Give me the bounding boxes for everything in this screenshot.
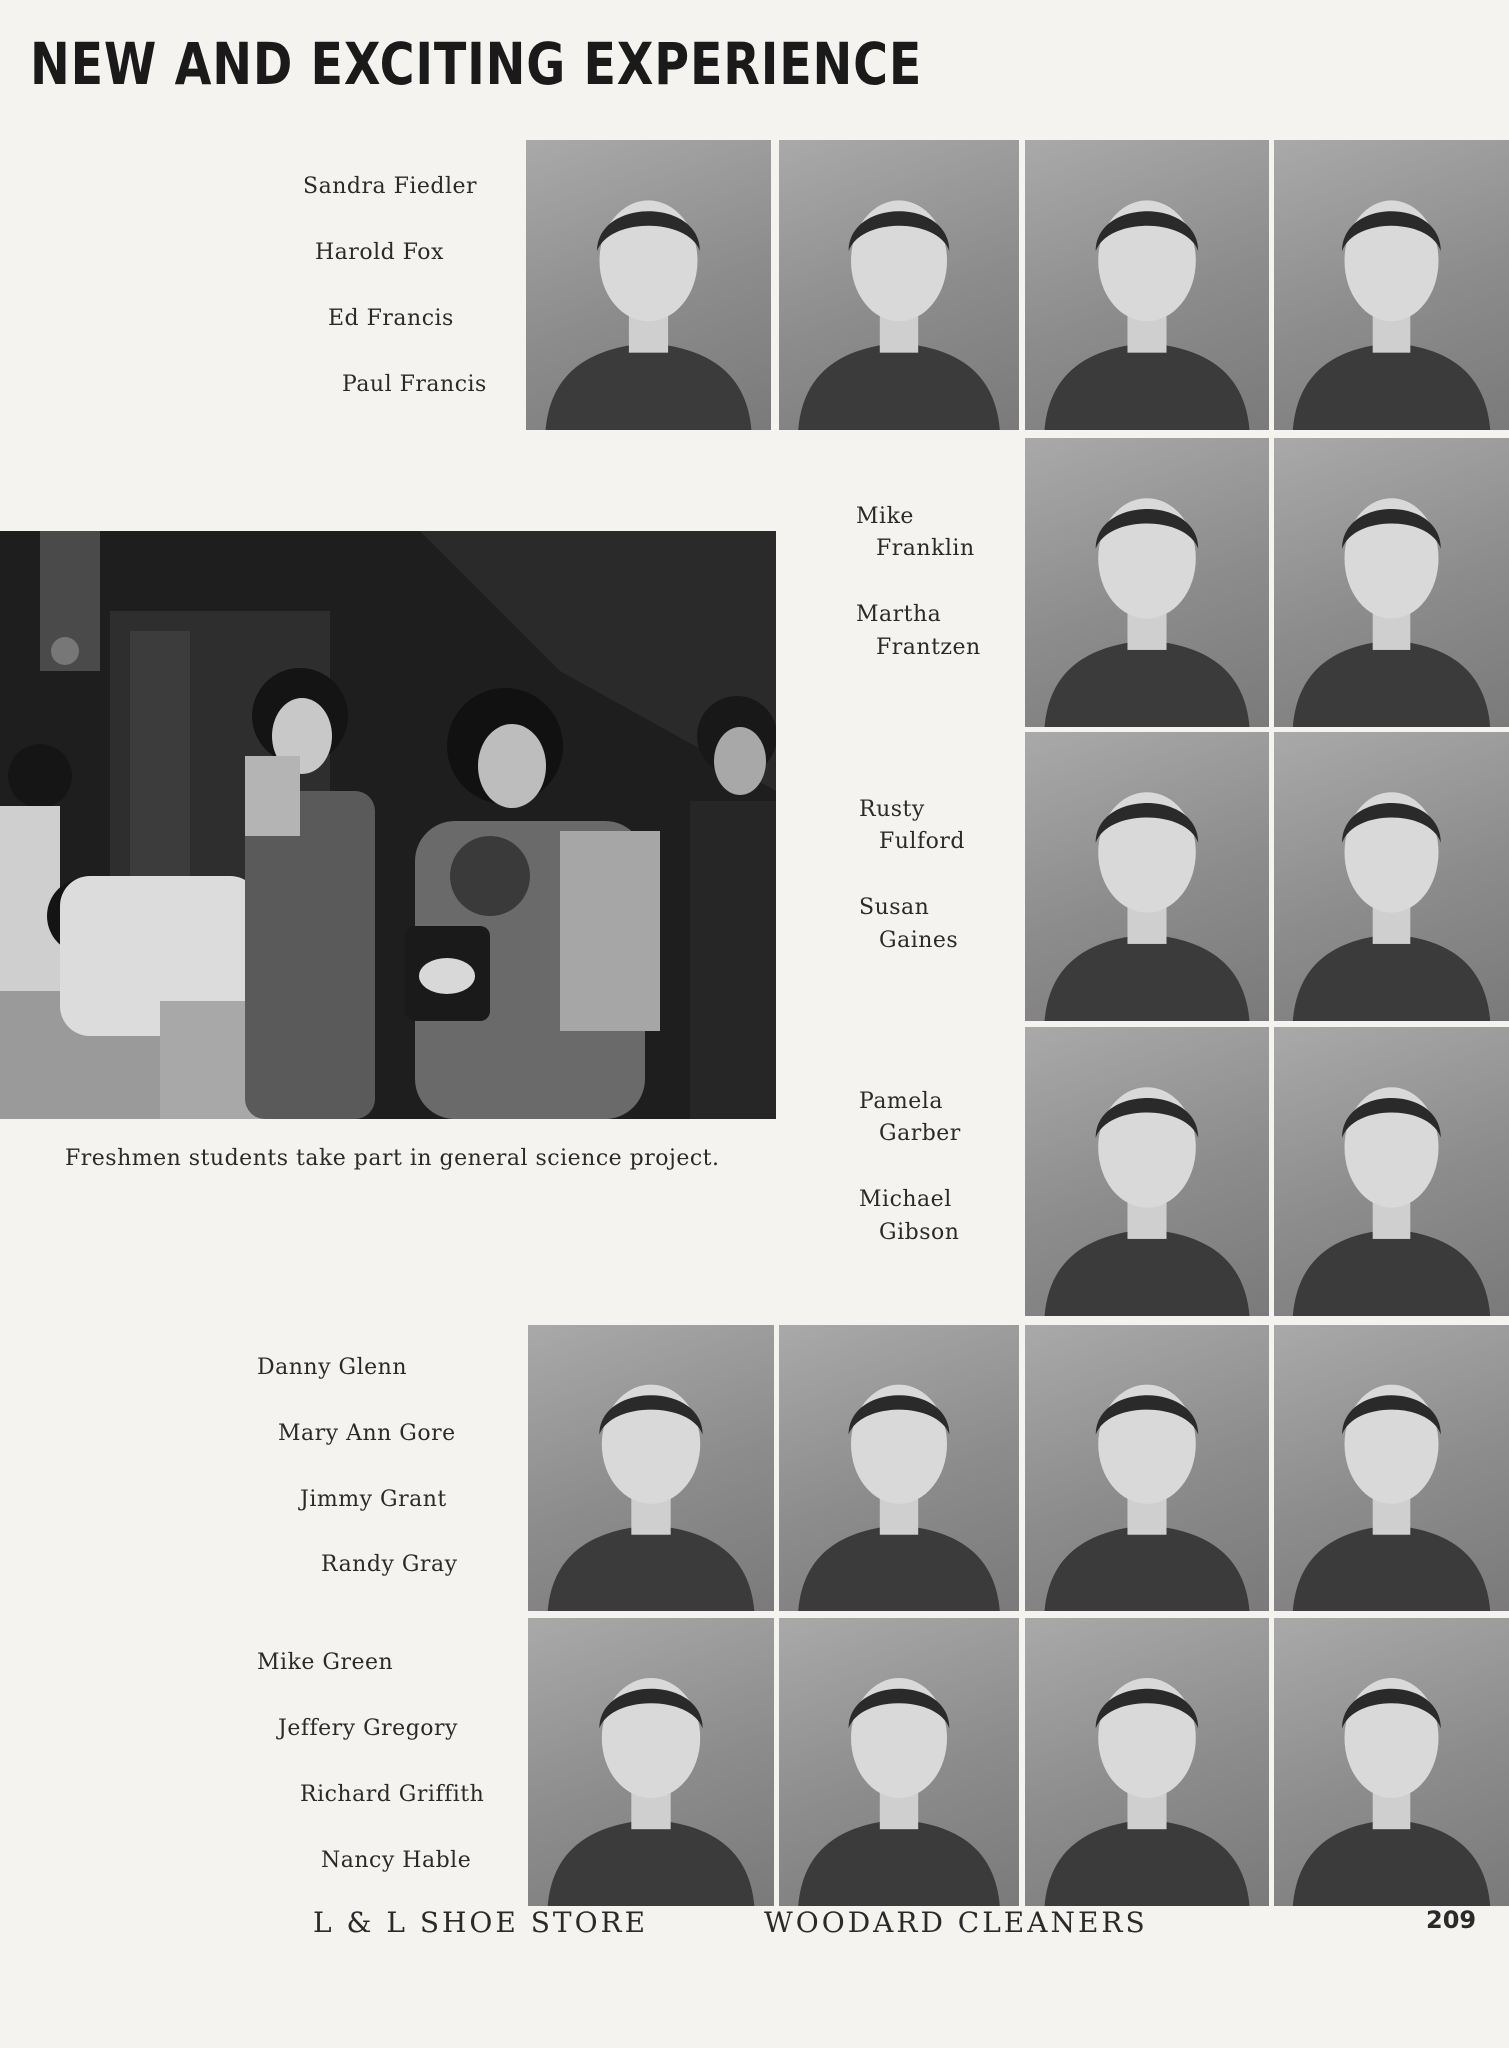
portrait-silhouette: [528, 1325, 774, 1611]
portrait-silhouette: [526, 140, 771, 430]
student-name: Danny Glenn: [257, 1355, 407, 1380]
student-portrait: [1025, 1618, 1269, 1906]
group-photo: [0, 531, 776, 1119]
student-portrait: [779, 1325, 1019, 1611]
student-portrait: [1025, 1027, 1269, 1316]
student-portrait: [1025, 140, 1269, 430]
portrait-silhouette: [1274, 1325, 1509, 1611]
student-name: Jimmy Grant: [300, 1487, 447, 1512]
student-name: Ed Francis: [328, 306, 454, 331]
student-name: Nancy Hable: [321, 1848, 472, 1873]
student-portrait: [528, 1618, 774, 1906]
footer-ad-right: WOODARD CLEANERS: [764, 1906, 1148, 1939]
student-name: Fulford: [879, 829, 965, 854]
portrait-silhouette: [779, 1618, 1019, 1906]
page-title: NEW AND EXCITING EXPERIENCE: [30, 30, 923, 98]
portrait-silhouette: [779, 140, 1019, 430]
student-name: Susan: [859, 895, 930, 920]
student-portrait: [1274, 140, 1509, 430]
student-name: Sandra Fiedler: [303, 174, 478, 199]
student-portrait: [779, 140, 1019, 430]
student-portrait: [1025, 1325, 1269, 1611]
portrait-silhouette: [1025, 732, 1269, 1021]
student-portrait: [1274, 732, 1509, 1021]
student-name: Michael: [859, 1187, 952, 1212]
student-portrait: [1025, 732, 1269, 1021]
portrait-silhouette: [1025, 1325, 1269, 1611]
student-name: Gaines: [879, 928, 959, 953]
student-portrait: [779, 1618, 1019, 1906]
student-name: Gibson: [879, 1220, 960, 1245]
student-name: Randy Gray: [321, 1552, 458, 1577]
group-photo-caption: Freshmen students take part in general science project.: [65, 1146, 720, 1171]
portrait-silhouette: [1274, 1618, 1509, 1906]
student-name: Frantzen: [876, 635, 981, 660]
portrait-silhouette: [1025, 1027, 1269, 1316]
student-portrait: [1274, 1325, 1509, 1611]
page-number: 209: [1426, 1906, 1477, 1934]
student-name: Pamela: [859, 1089, 943, 1114]
portrait-silhouette: [779, 1325, 1019, 1611]
student-portrait: [528, 1325, 774, 1611]
footer-ad-left: L & L SHOE STORE: [313, 1906, 649, 1939]
portrait-silhouette: [1025, 140, 1269, 430]
portrait-silhouette: [528, 1618, 774, 1906]
portrait-silhouette: [1274, 140, 1509, 430]
student-name: Mary Ann Gore: [278, 1421, 456, 1446]
portrait-silhouette: [1025, 1618, 1269, 1906]
portrait-silhouette: [1274, 1027, 1509, 1316]
portrait-silhouette: [1274, 732, 1509, 1021]
student-name: Franklin: [876, 536, 975, 561]
student-name: Harold Fox: [315, 240, 444, 265]
student-name: Jeffery Gregory: [278, 1716, 458, 1741]
portrait-silhouette: [1025, 438, 1269, 727]
student-name: Mike Green: [257, 1650, 394, 1675]
student-portrait: [1274, 1027, 1509, 1316]
student-portrait: [1025, 438, 1269, 727]
portrait-silhouette: [1274, 438, 1509, 727]
student-name: Paul Francis: [342, 372, 487, 397]
student-name: Richard Griffith: [300, 1782, 485, 1807]
student-name: Martha: [856, 602, 942, 627]
student-portrait: [1274, 438, 1509, 727]
student-portrait: [526, 140, 771, 430]
student-portrait: [1274, 1618, 1509, 1906]
student-name: Garber: [879, 1121, 961, 1146]
student-name: Rusty: [859, 797, 925, 822]
student-name: Mike: [856, 504, 914, 529]
